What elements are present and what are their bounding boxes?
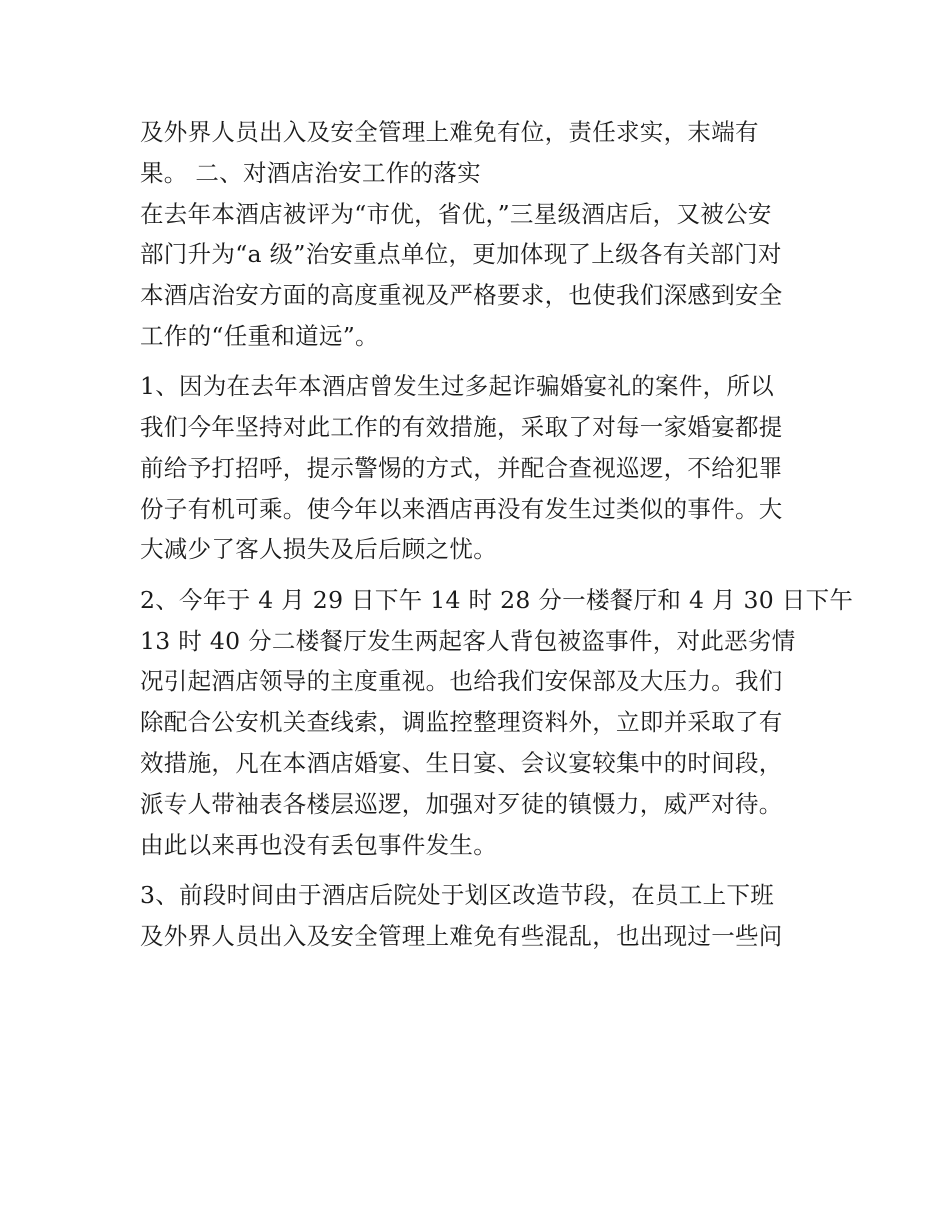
text-line: 本酒店治安方面的高度重视及严格要求，也使我们深感到安全 (140, 281, 783, 310)
text-line: 份子有机可乘。使今年以来酒店再没有发生过类似的事件。大 (140, 494, 783, 523)
text-line: 派专人带袖表各楼层巡逻，加强对歹徒的镇慑力，威严对待。 (140, 789, 783, 818)
paragraph-spacer (140, 357, 820, 367)
text-line: 3、前段时间由于酒店后院处于划区改造节段，在员工上下班 (140, 880, 775, 909)
text-line: 在去年本酒店被评为“市优，省优，”三星级酒店后，又被公安 (140, 199, 772, 228)
text-line: 工作的“任重和道远”。 (140, 321, 379, 350)
text-line: 由此以来再也没有丢包事件发生。 (140, 830, 497, 859)
document-body (140, 112, 854, 956)
text-line: 除配合公安机关查线索，调监控整理资料外，立即并采取了有 (140, 708, 783, 737)
paragraph-4 (140, 580, 854, 866)
paragraph-spacer (140, 570, 820, 580)
text-line: 况引起酒店领导的主度重视。也给我们安保部及大压力。我们 (140, 667, 783, 696)
text-line: 我们今年坚持对此工作的有效措施，采取了对每一家婚宴都提 (140, 413, 783, 442)
text-line: 果。 二、对酒店治安工作的落实 (140, 158, 481, 187)
text-line: 2、今年于 4 月 29 日下午 14 时 28 分一楼餐厅和 4 月 30 日下午 (140, 585, 854, 614)
paragraph-5 (140, 875, 820, 957)
text-line: 及外界人员出入及安全管理上难免有些混乱，也出现过一些问 (140, 921, 783, 950)
text-line: 13 时 40 分二楼餐厅发生两起客人背包被盗事件，对此恶劣情 (140, 626, 796, 655)
text-line: 及外界人员出入及安全管理上难免有位，责任求实，末端有 (140, 118, 759, 146)
paragraph-1 (140, 112, 820, 194)
text-line: 1、因为在去年本酒店曾发生过多起诈骗婚宴礼的案件，所以 (140, 372, 775, 401)
text-line: 部门升为“a 级”治安重点单位，更加体现了上级各有关部门对 (140, 240, 782, 269)
text-line: 前给予打招呼，提示警惕的方式，并配合查视巡逻，不给犯罪 (140, 453, 783, 482)
text-line: 效措施，凡在本酒店婚宴、生日宴、会议宴较集中的时间段， (140, 748, 783, 777)
text-line: 大减少了客人损失及后后顾之忧。 (140, 535, 497, 564)
paragraph-2 (140, 194, 820, 357)
paragraph-3 (140, 366, 820, 570)
paragraph-spacer (140, 865, 820, 875)
